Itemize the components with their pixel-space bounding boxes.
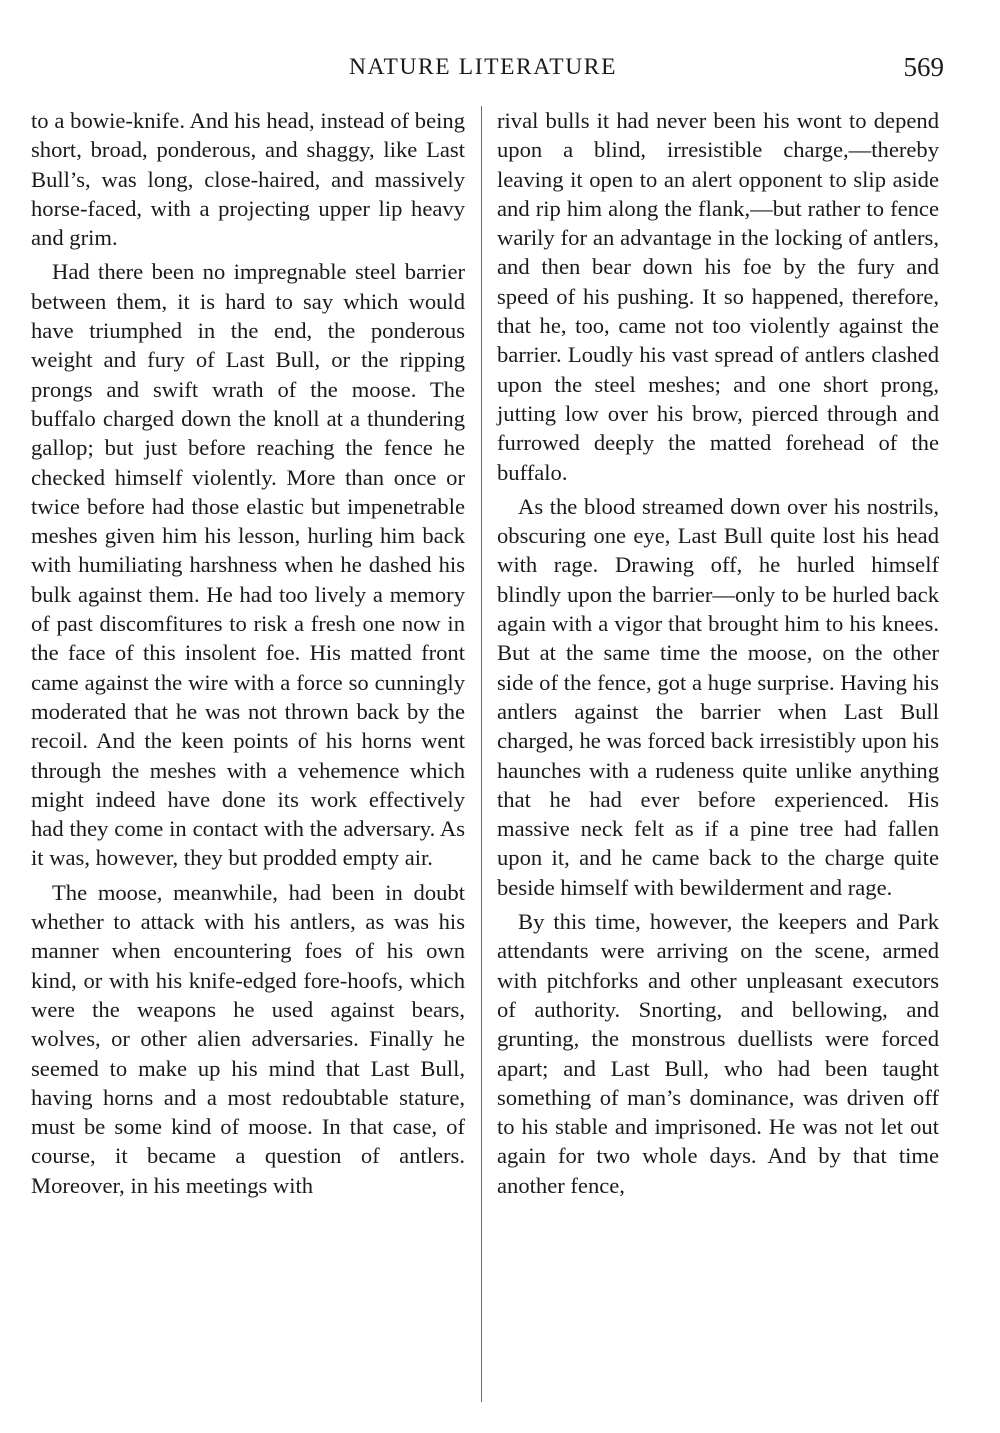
- paragraph: By this time, however, the keepers and Park attendants were arriving on the scene, armed with pitchforks and other unpleasant executors of authority. Snorting, and bellowing, and grunting, the monstrous duellists were forced apart; and Last Bull, who had been taught something of man’s dominance, was driven off to his stable and imprisoned. He was not let out again for two whole days. And by that time another fence,: [497, 909, 939, 1198]
- paragraph: As the blood streamed down over his nostrils, obscuring one eye, Last Bull quite lost his head with rage. Drawing off, he hurled himself blindly upon the barrier—only to be hurled back again with a vigor that brought him to his knees. But at the same time the moose, on the other side of the fence, got a huge surprise. Having his antlers against the barrier when Last Bull charged, he was forced back irresistibly upon his haunches with a rudeness quite unlike anything that he had ever before experienced. His massive neck felt as if a pine tree had fallen upon it, and he came back to the charge quite beside himself with bewilderment and rage.: [497, 493, 939, 900]
- paragraph: The moose, meanwhile, had been in doubt whether to attack with his antlers, as was his manner when encountering foes of his own kind, or with his knife-edged fore-hoofs, which were the weapons he used against bears, wolves, or other alien adversaries. Finally he seemed to make up his mind that Last Bull, having horns and a most redoubtable stature, must be some kind of moose. In that case, of course, it became a question of antlers. Moreover, in his meetings with: [31, 879, 465, 1198]
- column-divider: [481, 106, 482, 1402]
- page-number: 569: [903, 52, 944, 82]
- left-column: [31, 106, 465, 1205]
- paragraph-continuation: to a bowie-knife. And his head, instead of being short, broad, ponderous, and shaggy, like Last Bull’s, was long, close-haired, and massively horse-faced, with a projecting upper lip heavy and grim.: [31, 108, 465, 251]
- paragraph: Had there been no impregnable steel barrier between them, it is hard to say which would have triumphed in the end, the ponderous weight and fury of Last Bull, or the ripping prongs and swift wrath of the moose. The buffalo charged down the knoll at a thundering gallop; but just before reaching the fence he checked himself violently. More than once or twice before had those elastic but impenetrable meshes given him his lesson, hurling him back with humiliating harshness when he dashed his bulk against them. He had too lively a memory of past discomfitures to risk a fresh one now in the face of this insolent foe. His matted front came against the wire with a force so cunningly moderated that he was not thrown back by the recoil. And the keen points of his horns went through the meshes with a vehemence which might indeed have done its work effectively had they come in contact with the adversary. As it was, however, they but prodded empty air.: [31, 259, 465, 871]
- running-title: NATURE LITERATURE: [348, 54, 618, 80]
- paragraph-continuation: rival bulls it had never been his wont to depend upon a blind, irresistible charge,—thereby leaving it open to an alert opponent to slip aside and rip him along the flank,—but rather to fence warily for an advantage in the locking of antlers, and then bear down his foe by the fury and speed of his pushing. It so happened, therefore, that he, too, came not too violently against the barrier. Loudly his vast spread of antlers clashed upon the steel meshes; and one short prong, jutting low over his brow, pierced through and furrowed deeply the matted forehead of the buffalo.: [497, 108, 939, 485]
- running-head: [0, 50, 1000, 84]
- right-column: [497, 106, 939, 1205]
